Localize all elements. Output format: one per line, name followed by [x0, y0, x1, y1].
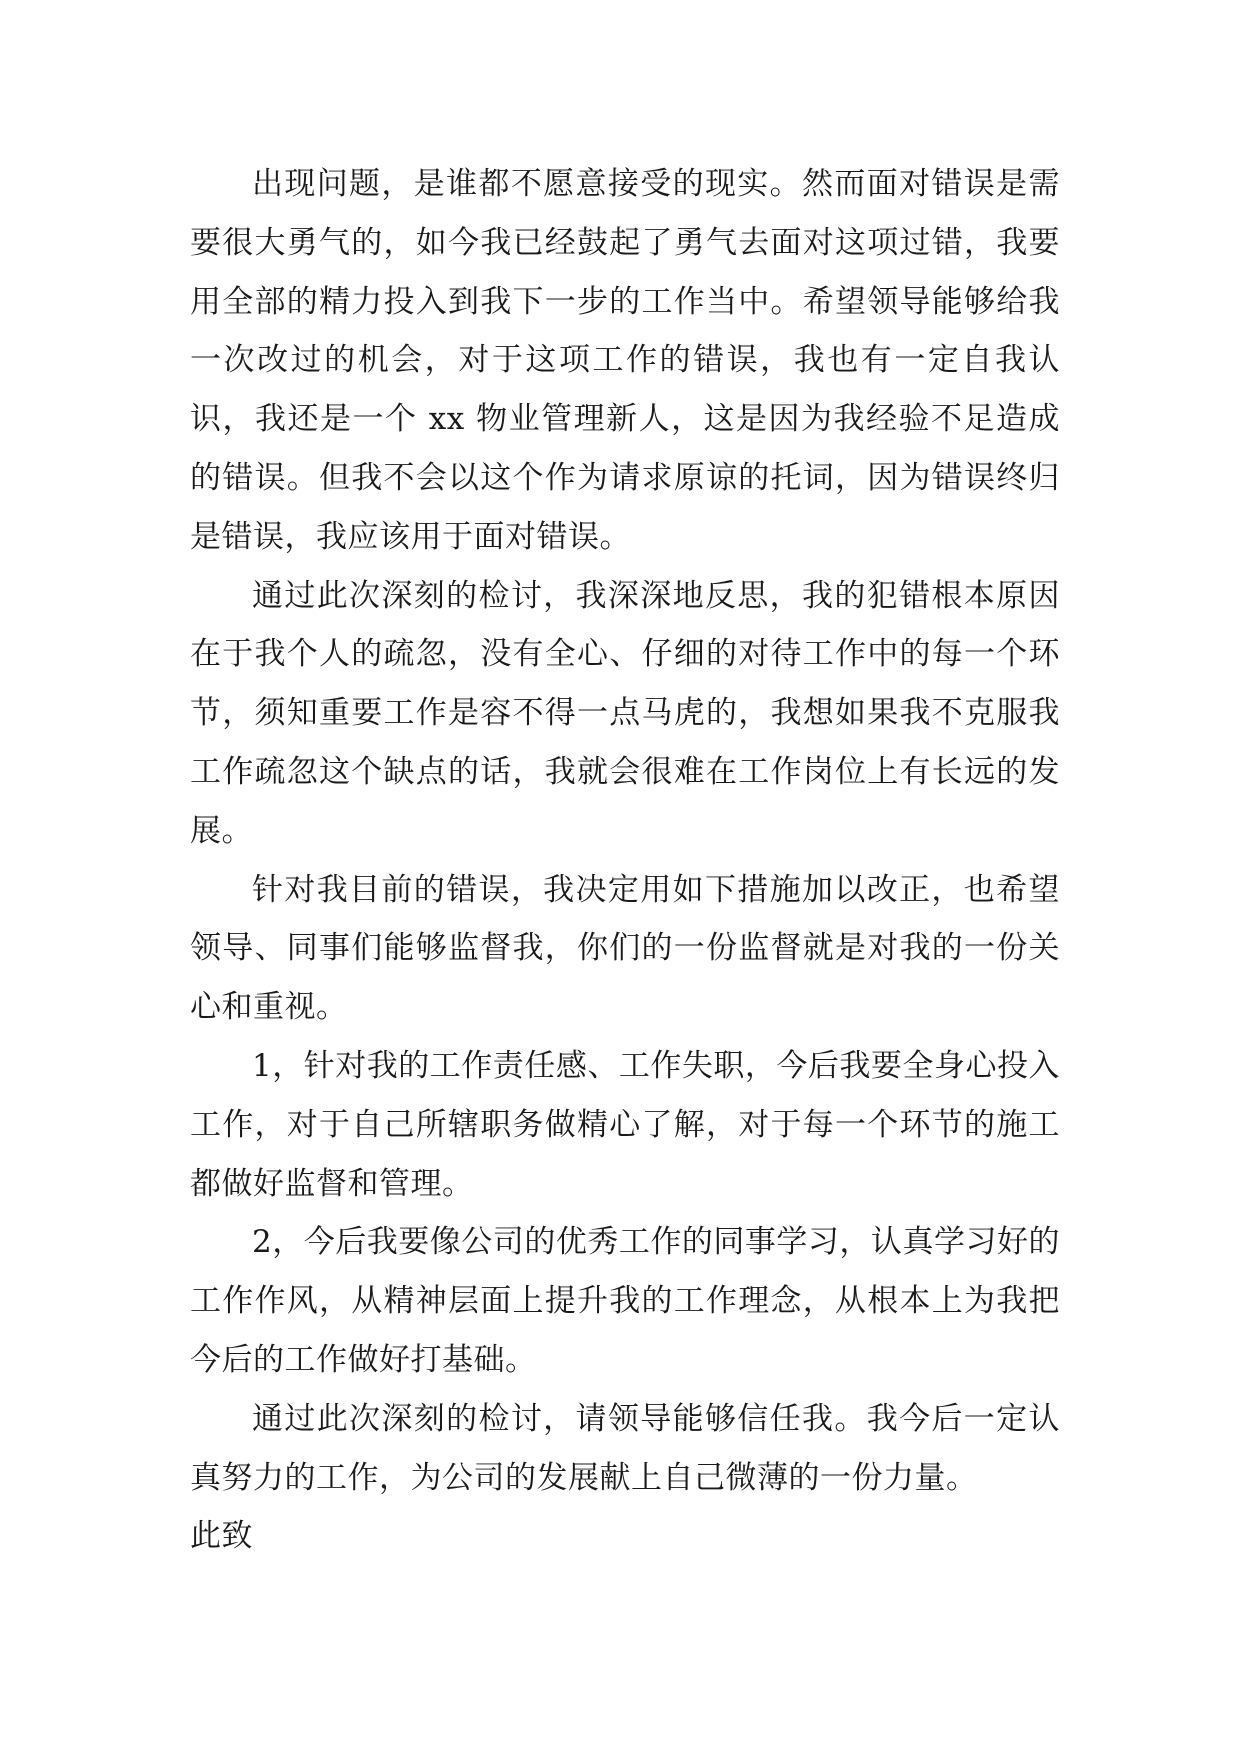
paragraph-2: 通过此次深刻的检讨，我深深地反思，我的犯错根本原因在于我个人的疏忽，没有全心、仔细的对待工作中的每一个环节，须知重要工作是容不得一点马虎的，我想如果我不克服我工作疏忽这个缺点的话，我就会很难在工作岗位上有长远的发展。: [190, 577, 1060, 849]
paragraph-5: 2，今后我要像公司的优秀工作的同事学习，认真学习好的工作作风，从精神层面上提升我的工作理念，从根本上为我把今后的工作做好打基础。: [190, 1224, 1060, 1378]
paragraph-4: 1，针对我的工作责任感、工作失职，今后我要全身心投入工作，对于自己所辖职务做精心了解，对于每一个环节的施工都做好监督和管理。: [190, 1047, 1060, 1202]
document-body: [190, 155, 1060, 1566]
closing-salutation: 此致: [190, 1518, 253, 1555]
paragraph-6: 通过此次深刻的检讨，请领导能够信任我。我今后一定认真努力的工作，为公司的发展献上自己微薄的一份力量。: [190, 1400, 1060, 1496]
paragraph-1: 出现问题，是谁都不愿意接受的现实。然而面对错误是需要很大勇气的，如今我已经鼓起了勇气去面对这项过错，我要用全部的精力投入到我下一步的工作当中。希望领导能够给我一次改过的机会，对于这项工作的错误，我也有一定自我认识，我还是一个 xx 物业管理新人，这是因为我经验不足造成的错误。但我不会以这个作为请求原谅的托词，因为错误终归是错误，我应该用于面对错误。: [190, 166, 1060, 555]
paragraph-3: 针对我目前的错误，我决定用如下措施加以改正，也希望领导、同事们能够监督我，你们的一份监督就是对我的一份关心和重视。: [190, 871, 1060, 1026]
